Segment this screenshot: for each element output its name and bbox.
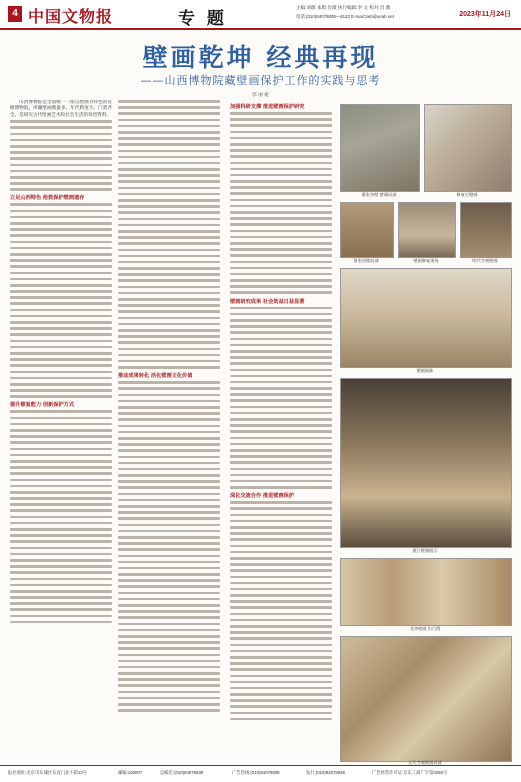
masthead <box>0 0 521 30</box>
photo-caption: 墓室东壁 壁画局部 <box>361 192 397 197</box>
body-text-block <box>230 112 332 294</box>
photo-caption: 壁画修复现场 <box>413 258 439 263</box>
photo-west-wall <box>340 202 394 258</box>
article-author: 郭 丽 娅 <box>252 93 269 98</box>
footer-distribution-phone: 发行:(010)84078838 <box>306 770 345 775</box>
footer-address: 报社地址:北京市东城区东直门北小街13号 <box>8 770 88 775</box>
footer-office-phone: 总编室:(010)84078838 <box>160 770 204 775</box>
photo-caption: 壁画展陈 <box>416 368 434 373</box>
body-text-block <box>10 203 112 397</box>
section-heading: 深化交流合作 推进壁画保护 <box>230 493 295 500</box>
article-headline: 壁画乾坤 经典再现 <box>142 43 379 72</box>
footer-ad-license: 广告经营许可证:京东工商广字第0265号 <box>372 770 448 775</box>
newspaper-logo: 中国文物报 <box>28 7 114 26</box>
photo-caption: 展厅壁画展示 <box>412 548 438 553</box>
photo-caption: 明代寺观壁画 <box>472 258 498 263</box>
photo-yuan-temple-mural <box>340 636 512 762</box>
body-text-block <box>118 381 220 712</box>
footer-postcode: 邮编:100007 <box>118 770 143 775</box>
intro-paragraph: 山西博物院是全国唯一一座以壁画为特色的省级博物院，所藏壁画数量多、年代跨度大、门类齐全，是研究古代壁画艺术和社会生活的珍贵资料。 <box>10 100 112 118</box>
photo-mural-east-wall <box>340 104 420 192</box>
section-heading: 壁画研究成果 社会效益日益显著 <box>230 298 305 305</box>
photo-restored-mural <box>424 104 512 192</box>
photo-procession-mural <box>340 558 512 626</box>
section-heading: 推动成果转化 活化壁画文化价值 <box>118 373 193 380</box>
section-heading: 加强科研支撑 推进壁画保护研究 <box>230 104 305 110</box>
page-footer <box>0 765 521 782</box>
article-subhead: ——山西博物院藏壁画保护工作的实践与思考 <box>140 74 381 87</box>
photo-gallery-display <box>340 378 512 548</box>
issue-date: 2023年11月24日 <box>459 11 511 18</box>
photo-restoration-site <box>398 202 456 258</box>
contact-line: 电话:(010)84078838—8122 E-mail:zwb@yeah.net <box>296 14 394 19</box>
section-heading: 立足山西特色 抢救保护壁画遗存 <box>10 195 85 202</box>
section-heading: 提升修复能力 创新保护方式 <box>10 402 75 409</box>
body-text-block <box>230 307 332 489</box>
body-text-block <box>230 501 332 720</box>
photo-caption: 元代寺观壁画局部 <box>408 760 442 765</box>
body-text-block <box>10 410 112 623</box>
photo-caption: 北齐壁画 出行图 <box>409 626 441 631</box>
photo-caption: 修复后壁画 <box>456 192 478 197</box>
body-text-block <box>10 120 112 191</box>
editor-line: 主编:刘薇 本版:肖薇 执行编辑:李 文 校对:肖 薇 <box>296 5 391 10</box>
text-column-2 <box>118 100 220 760</box>
photo-caption: 墓室西壁局部 <box>353 258 379 263</box>
body-text-block <box>118 100 220 369</box>
section-title: 专 题 <box>178 9 227 29</box>
text-column-1 <box>10 100 112 760</box>
text-column-3 <box>230 100 332 760</box>
page-number: 4 <box>8 6 22 22</box>
photo-temple-mural <box>460 202 512 258</box>
footer-ad-phone: 广告热线:(010)84078838 <box>232 770 280 775</box>
photo-exhibition <box>340 268 512 368</box>
